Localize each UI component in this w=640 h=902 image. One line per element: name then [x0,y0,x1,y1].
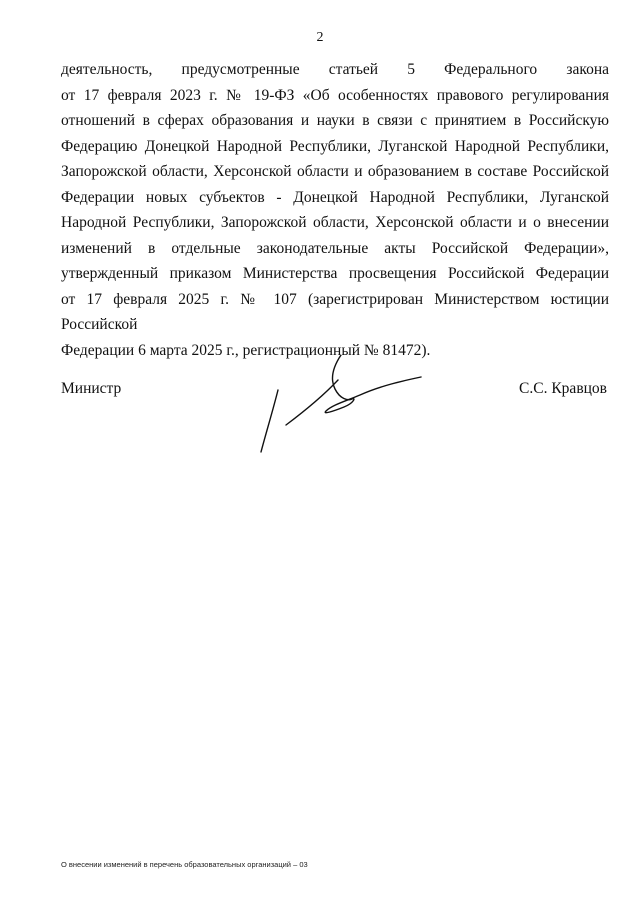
body-text [61,57,609,363]
minister-name: С.С. Кравцов [519,380,607,397]
body-line: отношений в сферах образования и науки в связи с принятием в Российскую [61,112,609,129]
body-line: Запорожской области, Херсонской области и образованием в составе Российской [61,163,609,180]
footer-note: О внесении изменений в перечень образовательных организаций – 03 [61,860,308,869]
signature-block [61,380,609,460]
body-line: от 17 февраля 2025 г. № 107 (зарегистрирован Министерством юстиции Российской [61,290,609,333]
handwritten-signature [256,355,426,455]
body-line: Федерацию Донецкой Народной Республики, Луганской Народной Республики, [61,137,609,155]
body-line: от 17 февраля 2023 г. № 19-ФЗ «Об особенностях правового регулирования [61,86,609,104]
body-line-last: Федерации 6 марта 2025 г., регистрационный № 81472). [61,341,431,359]
page-number: 2 [316,30,324,45]
body-line: изменений в отдельные законодательные акты Российской Федерации», [61,239,609,257]
body-line: Федерации новых субъектов - Донецкой Народной Республики, Луганской [61,188,609,206]
minister-position-label: Министр [61,380,122,397]
body-line: Народной Республики, Запорожской области, Херсонской области и о внесении [61,214,609,231]
body-line: деятельность, предусмотренные статьей 5 Федерального закона [61,61,609,78]
body-line: утвержденный приказом Министерства просвещения Российской Федерации [61,265,609,282]
